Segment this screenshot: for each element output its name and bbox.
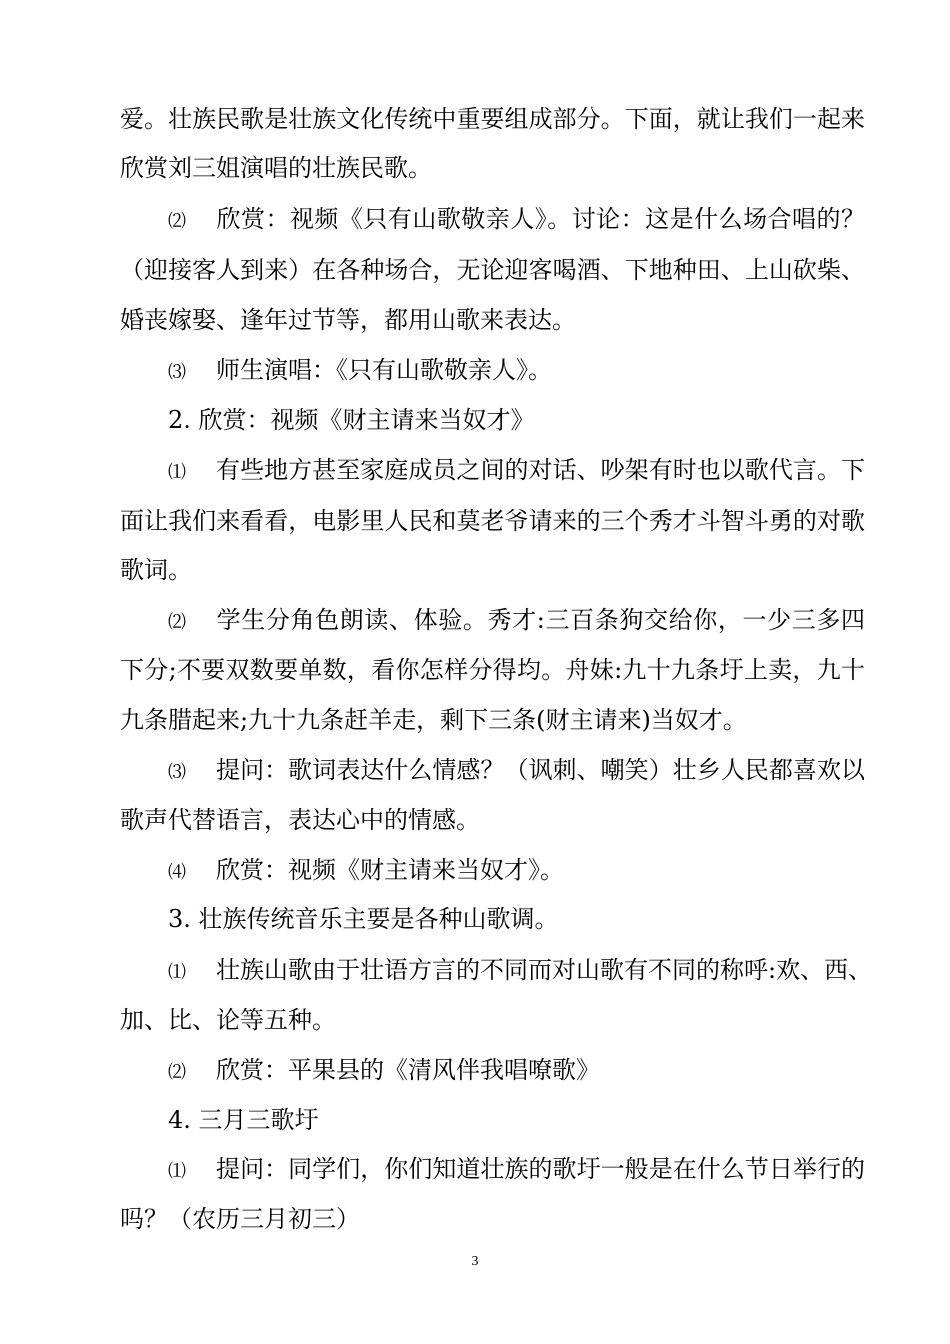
section-heading: 4. 三月三歌圩 xyxy=(168,1106,319,1134)
list-item-line: ⑶ 师生演唱：《只有山歌敬亲人》。 xyxy=(168,354,865,389)
paragraph-line: 下分;不要双数要单数，看你怎样分得均。舟妹:九十九条圩上卖，九十 xyxy=(120,656,865,684)
page-number: 3 xyxy=(471,1254,479,1269)
paragraph-line: （迎接客人到来）在各种场合，无论迎客喝酒、下地种田、上山砍柴、 xyxy=(120,256,865,284)
item-number: ⑷ xyxy=(168,862,186,883)
item-number: ⑴ xyxy=(168,462,186,483)
list-item-line: ⑵ 欣赏：平果县的《清风伴我唱嘹歌》 xyxy=(168,1054,865,1089)
paragraph-line: 欣赏刘三姐演唱的壮族民歌。 xyxy=(120,154,432,182)
list-item-line: ⑶ 提问：歌词表达什么情感？（讽刺、嘲笑）壮乡人民都喜欢以 xyxy=(168,754,865,789)
section-heading: 3. 壮族传统音乐主要是各种山歌调。 xyxy=(168,905,559,933)
item-number: ⑴ xyxy=(168,1161,186,1182)
list-item-line: ⑵ 学生分角色朗读、体验。秀才:三百条狗交给你，一少三多四 xyxy=(168,604,865,639)
paragraph-line: 婚丧嫁娶、逢年过节等，都用山歌来表达。 xyxy=(120,306,576,334)
list-item-line: ⑷ 欣赏：视频《财主请来当奴才》。 xyxy=(168,854,865,889)
paragraph-line: 歌词。 xyxy=(120,556,192,584)
paragraph-line: 歌声代替语言，表达心中的情感。 xyxy=(120,806,480,834)
list-item-line: ⑴ 有些地方甚至家庭成员之间的对话、吵架有时也以歌代言。下 xyxy=(168,454,865,489)
list-item-line: ⑴ 壮族山歌由于壮语方言的不同而对山歌有不同的称呼:欢、西、 xyxy=(168,954,865,989)
item-number: ⑶ xyxy=(168,362,186,383)
paragraph-line: 爱。壮族民歌是壮族文化传统中重要组成部分。下面，就让我们一起来 xyxy=(120,105,865,133)
list-item-line: ⑴ 提问：同学们，你们知道壮族的歌圩一般是在什么节日举行的 xyxy=(168,1153,865,1188)
paragraph-line: 面让我们来看看，电影里人民和莫老爷请来的三个秀才斗智斗勇的对歌 xyxy=(120,507,865,535)
item-number: ⑴ xyxy=(168,962,186,983)
item-number: ⑵ xyxy=(168,612,186,633)
paragraph-line: 九条腊起来;九十九条赶羊走，剩下三条(财主请来)当奴才。 xyxy=(120,706,747,734)
paragraph-line: 加、比、论等五种。 xyxy=(120,1006,336,1034)
paragraph-line: 吗？（农历三月初三） xyxy=(120,1205,360,1233)
item-number: ⑵ xyxy=(168,211,186,232)
section-heading: 2. 欣赏：视频《财主请来当奴才》 xyxy=(168,406,535,434)
list-item-line: ⑵ 欣赏：视频《只有山歌敬亲人》。讨论：这是什么场合唱的？ xyxy=(168,203,865,238)
item-number: ⑵ xyxy=(168,1062,186,1083)
item-number: ⑶ xyxy=(168,762,186,783)
